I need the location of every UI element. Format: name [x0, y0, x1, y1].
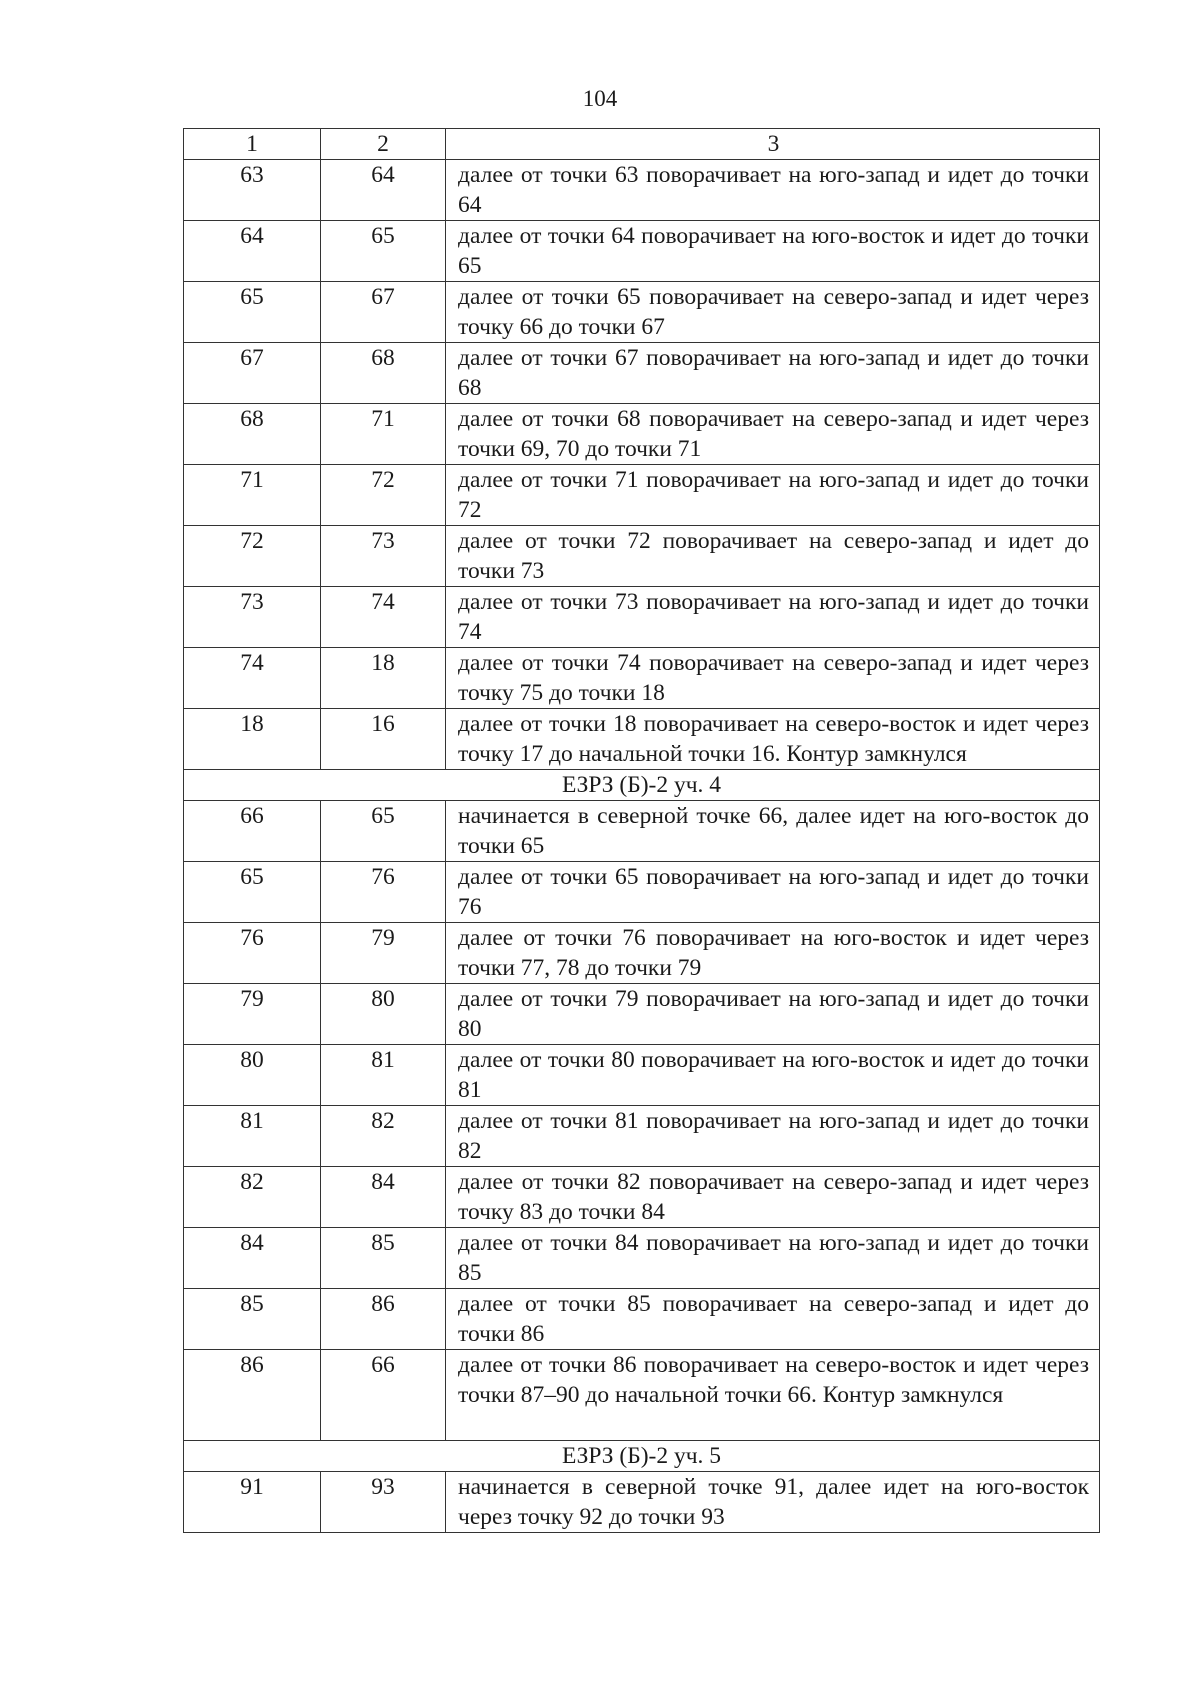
end-point-cell: 76 — [321, 862, 446, 923]
start-point-cell: 80 — [184, 1045, 321, 1106]
table-row — [184, 648, 1100, 709]
start-point-cell: 82 — [184, 1167, 321, 1228]
page-number: 104 — [582, 86, 618, 111]
description-cell: далее от точки 65 поворачивает на северо-запад и идет через точку 66 до точки 67 — [446, 282, 1100, 343]
table-row — [184, 801, 1100, 862]
table-row — [184, 1228, 1100, 1289]
table-row — [184, 343, 1100, 404]
description-cell: далее от точки 82 поворачивает на северо-запад и идет через точку 83 до точки 84 — [446, 1167, 1100, 1228]
column-header-1: 1 — [184, 129, 321, 160]
table-row — [184, 221, 1100, 282]
start-point-cell: 76 — [184, 923, 321, 984]
table-row — [184, 465, 1100, 526]
description-cell: далее от точки 85 поворачивает на северо-запад и идет до точки 86 — [446, 1289, 1100, 1350]
table-row — [184, 160, 1100, 221]
table-row — [184, 1350, 1100, 1441]
end-point-cell: 82 — [321, 1106, 446, 1167]
start-point-cell: 63 — [184, 160, 321, 221]
end-point-cell: 67 — [321, 282, 446, 343]
description-cell: далее от точки 76 поворачивает на юго-восток и идет через точки 77, 78 до точки 79 — [446, 923, 1100, 984]
table-row — [184, 282, 1100, 343]
table-row — [184, 984, 1100, 1045]
table-row — [184, 862, 1100, 923]
table-row — [184, 404, 1100, 465]
start-point-cell: 65 — [184, 282, 321, 343]
description-cell: далее от точки 71 поворачивает на юго-запад и идет до точки 72 — [446, 465, 1100, 526]
section-title-row — [184, 1441, 1100, 1472]
column-header-2: 2 — [321, 129, 446, 160]
description-cell: далее от точки 74 поворачивает на северо-запад и идет через точку 75 до точки 18 — [446, 648, 1100, 709]
start-point-cell: 79 — [184, 984, 321, 1045]
start-point-cell: 91 — [184, 1472, 321, 1533]
table-row — [184, 1045, 1100, 1106]
description-cell: далее от точки 63 поворачивает на юго-запад и идет до точки 64 — [446, 160, 1100, 221]
description-cell: начинается в северной точке 91, далее идет на юго-восток через точку 92 до точки 93 — [446, 1472, 1100, 1533]
description-cell: далее от точки 79 поворачивает на юго-запад и идет до точки 80 — [446, 984, 1100, 1045]
table-row — [184, 526, 1100, 587]
description-cell: далее от точки 67 поворачивает на юго-запад и идет до точки 68 — [446, 343, 1100, 404]
table-row — [184, 923, 1100, 984]
end-point-cell: 73 — [321, 526, 446, 587]
end-point-cell: 81 — [321, 1045, 446, 1106]
end-point-cell: 93 — [321, 1472, 446, 1533]
start-point-cell: 18 — [184, 709, 321, 770]
end-point-cell: 66 — [321, 1350, 446, 1441]
end-point-cell: 71 — [321, 404, 446, 465]
start-point-cell: 84 — [184, 1228, 321, 1289]
start-point-cell: 64 — [184, 221, 321, 282]
end-point-cell: 86 — [321, 1289, 446, 1350]
table-row — [184, 1289, 1100, 1350]
description-cell: далее от точки 68 поворачивает на северо-запад и идет через точки 69, 70 до точки 71 — [446, 404, 1100, 465]
start-point-cell: 81 — [184, 1106, 321, 1167]
end-point-cell: 84 — [321, 1167, 446, 1228]
start-point-cell: 73 — [184, 587, 321, 648]
table-row — [184, 1472, 1100, 1533]
description-cell: далее от точки 80 поворачивает на юго-восток и идет до точки 81 — [446, 1045, 1100, 1106]
boundary-description-table — [183, 128, 1100, 1533]
start-point-cell: 66 — [184, 801, 321, 862]
description-cell: далее от точки 72 поворачивает на северо-запад и идет до точки 73 — [446, 526, 1100, 587]
description-cell: далее от точки 86 поворачивает на северо-восток и идет через точки 87–90 до начальной точки 66. Контур замкнулся — [446, 1350, 1100, 1441]
table-row — [184, 709, 1100, 770]
end-point-cell: 80 — [321, 984, 446, 1045]
description-cell: далее от точки 81 поворачивает на юго-запад и идет до точки 82 — [446, 1106, 1100, 1167]
description-cell: далее от точки 18 поворачивает на северо-восток и идет через точку 17 до начальной точки 16. Контур замкнулся — [446, 709, 1100, 770]
start-point-cell: 67 — [184, 343, 321, 404]
description-cell: далее от точки 64 поворачивает на юго-восток и идет до точки 65 — [446, 221, 1100, 282]
section-title-row — [184, 770, 1100, 801]
end-point-cell: 68 — [321, 343, 446, 404]
start-point-cell: 65 — [184, 862, 321, 923]
description-cell: далее от точки 65 поворачивает на юго-запад и идет до точки 76 — [446, 862, 1100, 923]
start-point-cell: 68 — [184, 404, 321, 465]
end-point-cell: 65 — [321, 221, 446, 282]
start-point-cell: 74 — [184, 648, 321, 709]
end-point-cell: 18 — [321, 648, 446, 709]
end-point-cell: 74 — [321, 587, 446, 648]
end-point-cell: 16 — [321, 709, 446, 770]
section-title: ЕЗРЗ (Б)-2 уч. 5 — [184, 1441, 1100, 1472]
end-point-cell: 85 — [321, 1228, 446, 1289]
end-point-cell: 79 — [321, 923, 446, 984]
description-cell: далее от точки 73 поворачивает на юго-запад и идет до точки 74 — [446, 587, 1100, 648]
start-point-cell: 72 — [184, 526, 321, 587]
table-row — [184, 1167, 1100, 1228]
section-title: ЕЗРЗ (Б)-2 уч. 4 — [184, 770, 1100, 801]
start-point-cell: 71 — [184, 465, 321, 526]
description-cell: начинается в северной точке 66, далее идет на юго-восток до точки 65 — [446, 801, 1100, 862]
table-row — [184, 587, 1100, 648]
column-header-3: 3 — [446, 129, 1100, 160]
end-point-cell: 64 — [321, 160, 446, 221]
end-point-cell: 65 — [321, 801, 446, 862]
start-point-cell: 86 — [184, 1350, 321, 1441]
table-header-row — [184, 129, 1100, 160]
table-row — [184, 1106, 1100, 1167]
description-cell: далее от точки 84 поворачивает на юго-запад и идет до точки 85 — [446, 1228, 1100, 1289]
end-point-cell: 72 — [321, 465, 446, 526]
start-point-cell: 85 — [184, 1289, 321, 1350]
